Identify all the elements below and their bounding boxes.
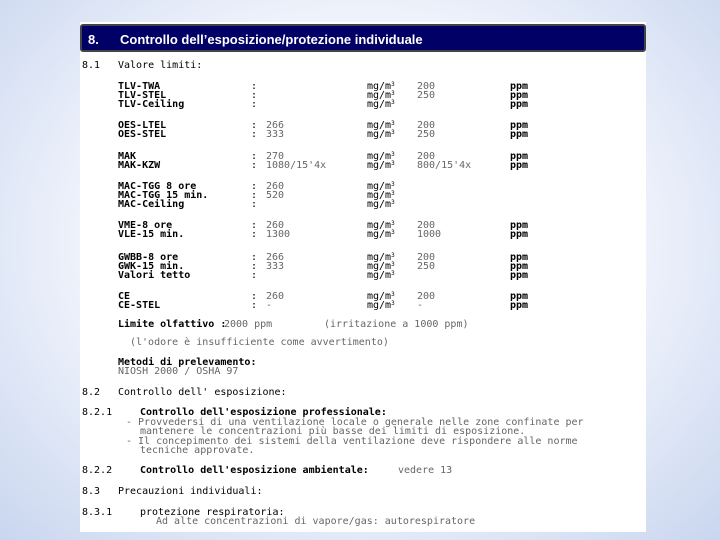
unit-superscript: 3 <box>391 160 395 167</box>
unit-superscript: 3 <box>391 291 395 298</box>
olfactory-label: Limite olfattivo : <box>118 319 227 330</box>
limit-ppm-unit: ppm <box>510 300 529 311</box>
subsection-number: 8.2.1 <box>82 407 113 418</box>
text-line: mantenere le concentrazioni più basse dei limiti di esposizione. <box>140 426 526 437</box>
limit-unit <box>367 100 395 110</box>
subsection-title: protezione respiratoria: <box>140 507 285 518</box>
limit-value: 266 <box>266 252 285 263</box>
limit-ppm-unit: ppm <box>510 151 529 162</box>
limit-ppm-value: 200 <box>417 252 436 263</box>
unit-text: mg/m <box>367 291 392 302</box>
methods-label: Metodi di prelevamento: <box>118 357 257 368</box>
limit-colon: : <box>251 81 258 92</box>
unit-superscript: 3 <box>391 190 395 197</box>
olfactory-value: 2000 ppm <box>224 319 273 330</box>
subsection-title: Precauzioni individuali: <box>118 486 263 497</box>
unit-text: mg/m <box>367 90 392 101</box>
unit-text: mg/m <box>367 252 392 263</box>
subsection-number: 8.1 <box>82 60 101 71</box>
unit-text: mg/m <box>367 99 392 110</box>
limit-value: 270 <box>266 151 285 162</box>
unit-text: mg/m <box>367 220 392 231</box>
limit-unit <box>367 130 395 140</box>
limit-colon: : <box>251 270 258 281</box>
subsection-title: Controllo dell'esposizione ambientale: <box>140 465 369 476</box>
limit-name: TLV-STEL <box>118 90 167 101</box>
unit-superscript: 3 <box>391 220 395 227</box>
limit-value: 260 <box>266 181 285 192</box>
limit-colon: : <box>251 220 258 231</box>
limit-ppm-unit: ppm <box>510 129 529 140</box>
olfactory-note: (irritazione a 1000 ppm) <box>324 319 469 330</box>
limit-name: MAC-Ceiling <box>118 199 185 210</box>
text-line: - Il concepimento dei sistemi della ventilazione deve rispondere alle norme <box>126 436 578 447</box>
limit-unit <box>367 301 395 311</box>
limit-name: CE-STEL <box>118 300 161 311</box>
limit-value: 260 <box>266 220 285 231</box>
limit-colon: : <box>251 99 258 110</box>
limit-ppm-unit: ppm <box>510 261 529 272</box>
limit-colon: : <box>251 181 258 192</box>
limit-ppm-unit: ppm <box>510 90 529 101</box>
limit-ppm-value: 800/15'4x <box>417 160 472 171</box>
unit-superscript: 3 <box>391 252 395 259</box>
unit-text: mg/m <box>367 151 392 162</box>
limit-ppm-unit: ppm <box>510 291 529 302</box>
unit-text: mg/m <box>367 160 392 171</box>
limit-ppm-unit: ppm <box>510 120 529 131</box>
unit-text: mg/m <box>367 199 392 210</box>
unit-text: mg/m <box>367 261 392 272</box>
limit-ppm-unit: ppm <box>510 99 529 110</box>
subsection-title: Controllo dell'esposizione professionale: <box>140 407 387 418</box>
subsection-number: 8.3.1 <box>82 507 113 518</box>
document-page <box>80 22 646 532</box>
limit-colon: : <box>251 199 258 210</box>
limit-colon: : <box>251 300 258 311</box>
limit-value: 260 <box>266 291 285 302</box>
limit-name: VLE-15 min. <box>118 229 185 240</box>
section-number: 8. <box>88 32 99 47</box>
unit-superscript: 3 <box>391 261 395 268</box>
limit-name: GWK-15 min. <box>118 261 185 272</box>
limit-value: 333 <box>266 261 285 272</box>
methods-value: NIOSH 2000 / OSHA 97 <box>118 366 239 377</box>
subsection-title: Controllo dell' esposizione: <box>118 387 287 398</box>
unit-superscript: 3 <box>391 90 395 97</box>
limit-colon: : <box>251 90 258 101</box>
limit-value: 1300 <box>266 229 291 240</box>
unit-superscript: 3 <box>391 81 395 88</box>
unit-superscript: 3 <box>391 181 395 188</box>
limit-ppm-unit: ppm <box>510 220 529 231</box>
unit-superscript: 3 <box>391 129 395 136</box>
limit-ppm-value: 250 <box>417 261 436 272</box>
unit-text: mg/m <box>367 190 392 201</box>
limit-ppm-unit: ppm <box>510 229 529 240</box>
limit-ppm-value: 200 <box>417 120 436 131</box>
subsection-title: Valore limiti: <box>118 60 203 71</box>
limit-ppm-value: - <box>417 300 424 311</box>
limit-ppm-unit: ppm <box>510 252 529 263</box>
limit-ppm-value: 250 <box>417 90 436 101</box>
limit-ppm-unit: ppm <box>510 270 529 281</box>
limit-ppm-value: 200 <box>417 151 436 162</box>
limit-name: GWBB-8 ore <box>118 252 179 263</box>
section-header <box>80 24 646 52</box>
unit-superscript: 3 <box>391 120 395 127</box>
limit-colon: : <box>251 291 258 302</box>
limit-name: OES-STEL <box>118 129 167 140</box>
unit-superscript: 3 <box>391 99 395 106</box>
limit-name: TLV-TWA <box>118 81 161 92</box>
limit-value: - <box>266 300 273 311</box>
unit-superscript: 3 <box>391 300 395 307</box>
limit-name: CE <box>118 291 131 302</box>
limit-value: 520 <box>266 190 285 201</box>
limit-value: 1080/15'4x <box>266 160 327 171</box>
limit-ppm-value: 200 <box>417 81 436 92</box>
limit-value: 266 <box>266 120 285 131</box>
limit-ppm-value: 200 <box>417 220 436 231</box>
limit-ppm-value: 250 <box>417 129 436 140</box>
limit-unit <box>367 230 395 240</box>
limit-unit <box>367 161 395 171</box>
subsection-value: vedere 13 <box>398 465 453 476</box>
limit-value: 333 <box>266 129 285 140</box>
limit-name: MAK <box>118 151 137 162</box>
unit-text: mg/m <box>367 229 392 240</box>
limit-name: TLV-Ceiling <box>118 99 185 110</box>
subsection-number: 8.2.2 <box>82 465 113 476</box>
limit-unit <box>367 271 395 281</box>
unit-superscript: 3 <box>391 151 395 158</box>
limit-ppm-unit: ppm <box>510 160 529 171</box>
section-title: Controllo dell’esposizione/protezione individuale <box>120 32 423 47</box>
limit-ppm-value: 1000 <box>417 229 442 240</box>
unit-text: mg/m <box>367 181 392 192</box>
unit-text: mg/m <box>367 300 392 311</box>
limit-unit <box>367 200 395 210</box>
limit-colon: : <box>251 160 258 171</box>
unit-text: mg/m <box>367 129 392 140</box>
limit-name: OES-LTEL <box>118 120 167 131</box>
text-line: - Provvedersi di una ventilazione locale o generale nelle zone confinate per <box>126 417 584 428</box>
limit-ppm-unit: ppm <box>510 81 529 92</box>
unit-text: mg/m <box>367 270 392 281</box>
limit-colon: : <box>251 261 258 272</box>
subsection-number: 8.3 <box>82 486 101 497</box>
limit-colon: : <box>251 229 258 240</box>
limit-colon: : <box>251 151 258 162</box>
text-line: tecniche approvate. <box>140 445 255 456</box>
limit-name: MAC-TGG 8 ore <box>118 181 197 192</box>
unit-superscript: 3 <box>391 270 395 277</box>
unit-text: mg/m <box>367 81 392 92</box>
limit-name: MAK-KZW <box>118 160 161 171</box>
unit-superscript: 3 <box>391 229 395 236</box>
subsection-number: 8.2 <box>82 387 101 398</box>
limit-ppm-value: 200 <box>417 291 436 302</box>
unit-superscript: 3 <box>391 199 395 206</box>
limit-name: MAC-TGG 15 min. <box>118 190 209 201</box>
limit-colon: : <box>251 120 258 131</box>
olfactory-warning: (l'odore è insufficiente come avvertimento) <box>130 337 389 348</box>
limit-name: Valori tetto <box>118 270 191 281</box>
limit-colon: : <box>251 190 258 201</box>
subsection-value: Ad alte concentrazioni di vapore/gas: autorespiratore <box>156 516 476 527</box>
limit-colon: : <box>251 129 258 140</box>
limit-name: VME-8 ore <box>118 220 173 231</box>
limit-colon: : <box>251 252 258 263</box>
unit-text: mg/m <box>367 120 392 131</box>
